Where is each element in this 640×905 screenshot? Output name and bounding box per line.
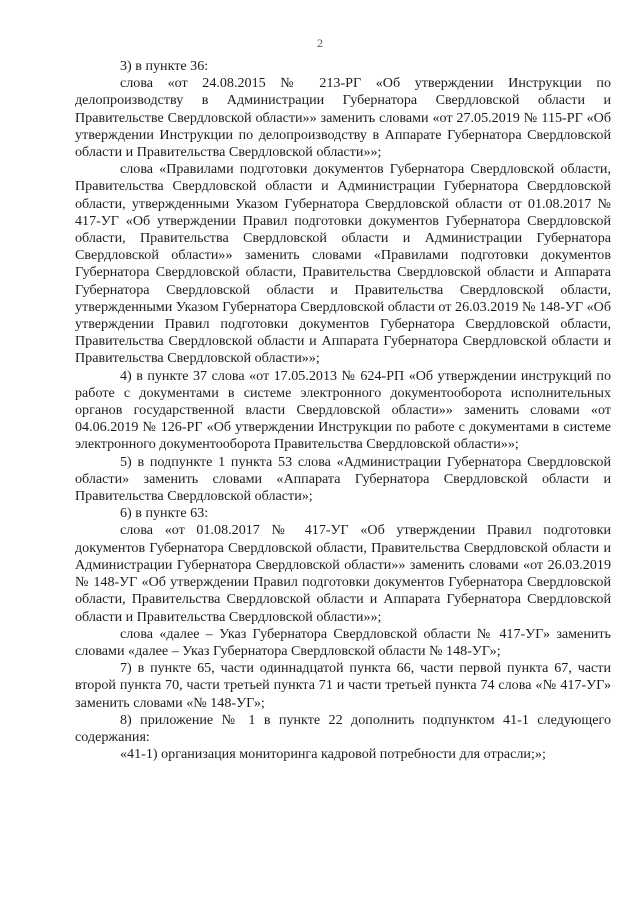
paragraph-subitem-41-1: «41-1) организация мониторинга кадровой потребности для отрасли;»; [120,746,546,763]
document-body [75,58,611,763]
paragraph-decree-short-name: слова «далее – Указ Губернатора Свердловской области № 417-УГ» заменить словами «далее – Указ Губернатора Свердловской области № 148-УГ»; [75,625,611,659]
paragraph-decree-replacement: слова «от 01.08.2017 № 417-УГ «Об утверждении Правил подготовки документов Губернатора Свердловской области, Правительства Свердловской области и Администрации Губернатора Свердловской области»» заменить словами «от 26.03.2019 № 148-УГ «Об утверждении Правил подготовки документов Губернатора Свердловской области, Правительства Свердловской области и Аппарата Губернатора Свердловской области и Правительства Свердловской области»»; [75,522,611,625]
paragraph-item-7: 7) в пункте 65, части одиннадцатой пункта 66, части первой пункта 67, части второй пункта 70, части третьей пункта 71 и части третьей пункта 74 слова «№ 417-УГ» заменить словами «№ 148-УГ»; [75,660,611,711]
paragraph-item-6: 6) в пункте 63: [120,505,209,522]
page-number: 2 [317,36,323,50]
paragraph-rules-replacement: слова «Правилами подготовки документов Губернатора Свердловской области, Правительства Свердловской области и Администрации Губернатора Свердловской области, утвержденными Указом Губернатора Свердловской области от 01.08.2017 № 417-УГ «Об утверждении Правил подготовки документов Губернатора Свердловской области, Правительства Свердловской области и Администрации Губернатора Свердловской области»» заменить словами «Правилами подготовки документов Губернатора Свердловской области, Правительства Свердловской области и Аппарата Губернатора Свердловской области и Правительства Свердловской области, утвержденными Указом Губернатора Свердловской области от 26.03.2019 № 148-УГ «Об утверждении Правил подготовки документов Губернатора Свердловской области, Правительства Свердловской области и Аппарата Губернатора Свердловской области и Правительства Свердловской области»»; [75,161,611,367]
paragraph-item-4: 4) в пункте 37 слова «от 17.05.2013 № 624-РП «Об утверждении инструкций по работе с документами в системе электронного документооборота исполнительных органов государственной власти Свердловской области»» заменить словами «от 04.06.2019 № 126-РГ «Об утверждении Инструкции по работе с документами в системе электронного документооборота Правительства Свердловской области»»; [75,367,611,453]
paragraph-item-5: 5) в подпункте 1 пункта 53 слова «Администрации Губернатора Свердловской области» заменить словами «Аппарата Губернатора Свердловской области и Правительства Свердловской области»; [75,453,611,505]
paragraph-item-8: 8) приложение № 1 в пункте 22 дополнить подпунктом 41-1 следующего содержания: [75,711,611,745]
paragraph-instruction-replacement: слова «от 24.08.2015 № 213-РГ «Об утверждении Инструкции по делопроизводству в Администрации Губернатора Свердловской области и Правительстве Свердловской области»» заменить словами «от 27.05.2019 № 115-РГ «Об утверждении Инструкции по делопроизводству в Аппарате Губернатора Свердловской области и Правительства Свердловской области»»; [75,75,611,161]
paragraph-item-3: 3) в пункте 36: [120,58,209,74]
